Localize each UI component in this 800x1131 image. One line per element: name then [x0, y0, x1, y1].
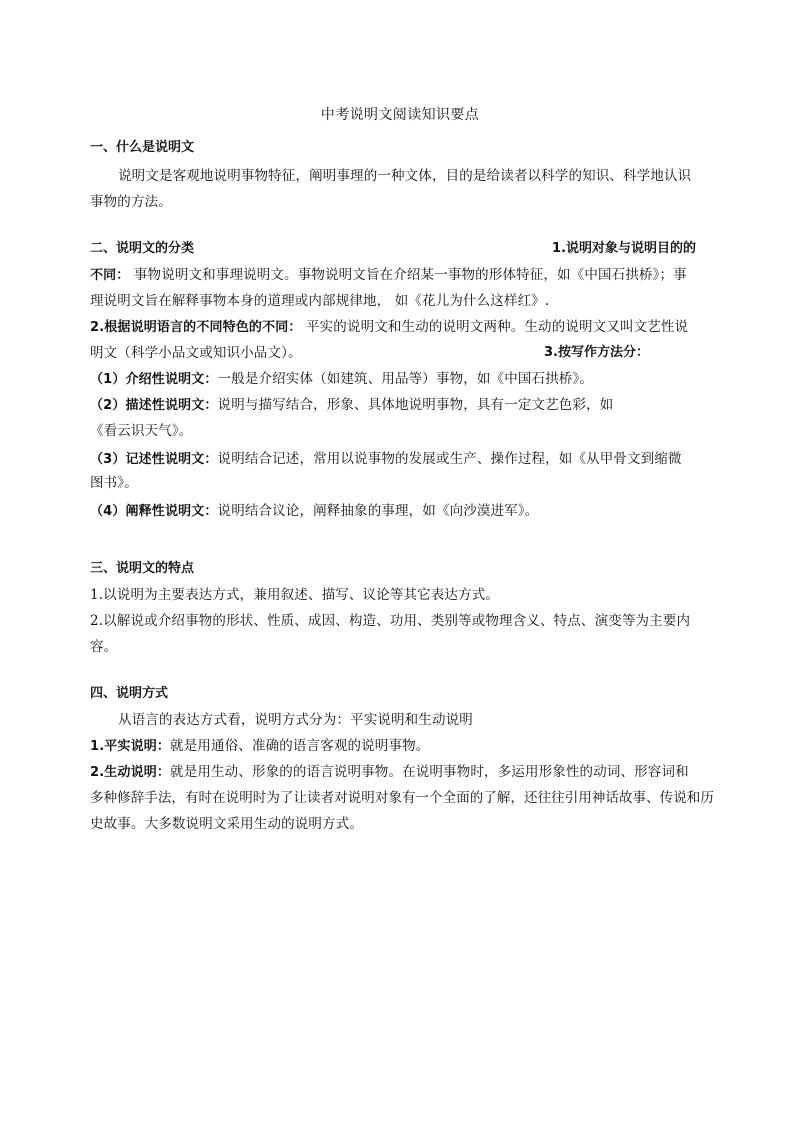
- document-title: 中考说明文阅读知识要点: [320, 107, 480, 123]
- paragraph-line: 从语言的表达方式看，说明方式分为：平实说明和生动说明: [118, 712, 473, 728]
- subheading-writing-method: 3.按写作方法分：: [544, 345, 649, 360]
- paragraph-line: 理说明文旨在解释事物本身的道理或内部规律地， 如《花儿为什么这样红》.: [90, 293, 550, 309]
- section-heading-methods: 四、说明方式: [90, 686, 169, 701]
- list-item-continued: 《看云识天气》。: [90, 423, 193, 439]
- paragraph-line: 1.以说明为主要表达方式，兼用叙述、描写、议论等其它表达方式。: [90, 587, 500, 603]
- paragraph-text: 就是用通俗、准确的语言客观的说明事物。: [170, 738, 430, 754]
- list-item: [90, 500, 538, 523]
- paragraph-text: 事物说明文和事理说明文。事物说明文旨在介绍某一事物的形体特征，如《中国石拱桥》；事: [133, 267, 687, 283]
- paragraph-text: 就是用生动、形象的的语言说明事物。在说明事物时，多运用形象性的动词、形容词和: [170, 764, 689, 780]
- paragraph-line: [90, 735, 429, 758]
- section-heading-what-is: 一、什么是说明文: [90, 140, 195, 155]
- paragraph-text: 平实的说明文和生动的说明文两种。生动的说明文又叫文艺性说: [306, 319, 689, 335]
- paragraph-line: 说明文是客观地说明事物特征，阐明事理的一种文体，目的是给读者以科学的知识、科学地认识: [118, 168, 692, 184]
- section-heading-features: 三、说明文的特点: [90, 561, 195, 576]
- list-item-label: （4）阐释性说明文：: [90, 504, 218, 519]
- paragraph-line: 2.以解说或介绍事物的形状、性质、成因、构造、功用、类别等或物理含义、特点、演变等为主要内: [90, 613, 691, 629]
- subheading-plain: 1.平实说明：: [90, 739, 171, 754]
- list-item-text: 一般是介绍实体（如建筑、用品等）事物，如《中国石拱桥》。: [217, 371, 593, 387]
- list-item: [90, 394, 613, 417]
- paragraph-line: [90, 761, 689, 784]
- list-item-label: （2）描述性说明文：: [90, 398, 218, 413]
- paragraph-line: 史故事。大多数说明文采用生动的说明方式。: [90, 816, 363, 832]
- list-item-continued: 图书》。: [90, 475, 138, 491]
- subheading-object-purpose: 1.说明对象与说明目的的: [552, 241, 696, 256]
- section-heading-classification: 二、说明文的分类: [90, 241, 195, 256]
- paragraph-line: 明文（科学小品文或知识小品文）。: [90, 345, 302, 361]
- list-item-text: 说明结合记述，常用以说事物的发展或生产、操作过程，如《从甲骨文到缩微: [217, 451, 682, 467]
- list-item-text: 说明结合议论，阐释抽象的事理，如《向沙漠进军》。: [217, 503, 539, 519]
- paragraph-line: 事物的方法。: [90, 194, 172, 210]
- paragraph-line: [90, 264, 687, 287]
- list-item: [90, 368, 593, 391]
- list-item-label: （3）记述性说明文：: [90, 452, 218, 467]
- paragraph-line: [90, 316, 688, 339]
- paragraph-line: 容。: [90, 639, 118, 655]
- subheading-continued: 不同：: [90, 268, 130, 283]
- list-item: [90, 448, 682, 471]
- list-item-text: 说明与描写结合，形象、具体地说明事物，具有一定文艺色彩，如: [217, 397, 614, 413]
- list-item-label: （1）介绍性说明文：: [90, 372, 218, 387]
- subheading-vivid: 2.生动说明：: [90, 765, 171, 780]
- subheading-language-style: 2.根据说明语言的不同特色的不同：: [90, 320, 302, 335]
- paragraph-line: 多种修辞手法，有时在说明时为了让读者对说明对象有一个全面的了解，还往往引用神话故事、传说和历: [90, 790, 714, 806]
